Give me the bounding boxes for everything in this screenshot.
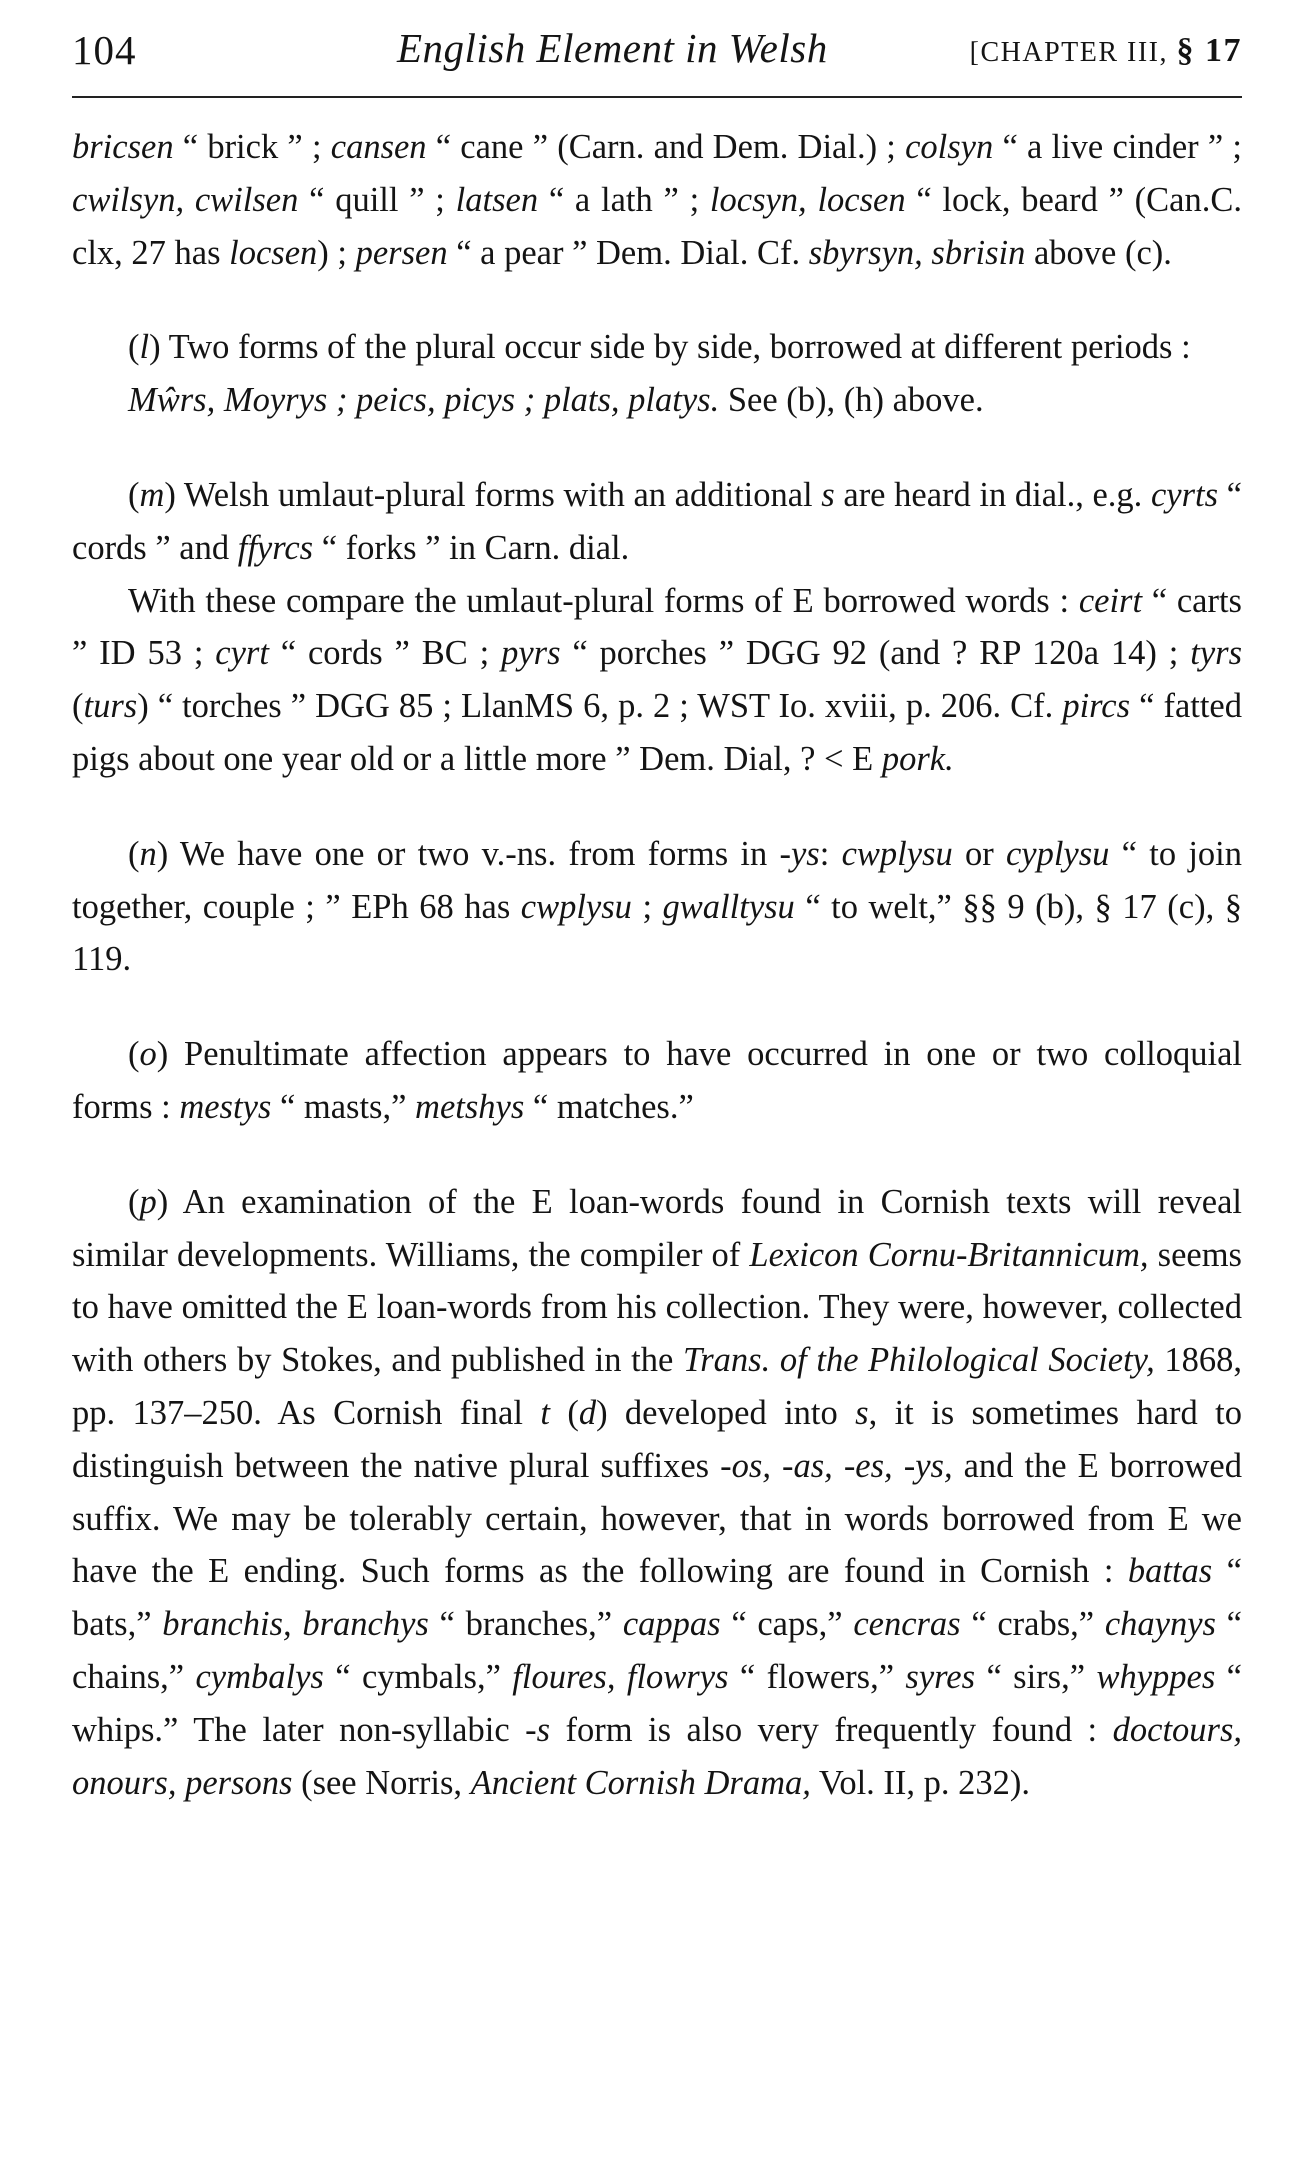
italic-text-run: whyppes <box>1096 1657 1216 1696</box>
text-run: ( <box>128 1182 140 1221</box>
text-run: or <box>952 834 1006 873</box>
italic-text-run: mestys <box>179 1087 272 1126</box>
text-run: ( <box>128 1035 140 1074</box>
text-run: “ carts ” ID 53 ; <box>72 581 1242 673</box>
italic-text-run: -ys <box>779 834 820 873</box>
italic-text-run: persen <box>355 233 448 272</box>
book-page <box>72 0 1242 2182</box>
paragraph-p <box>72 1176 1242 1810</box>
text-run: “ a live cinder ” ; <box>993 128 1242 166</box>
text-run: With these compare the umlaut-plural forms of E borrowed words : <box>128 581 1079 620</box>
italic-text-run: branchis, branchys <box>162 1605 429 1644</box>
italic-text-run: -os, -as, -es, -ys, <box>720 1446 953 1485</box>
text-run: ( <box>549 1393 579 1432</box>
italic-text-run: cappas <box>622 1605 721 1644</box>
paragraph-k-continuation <box>72 121 1242 279</box>
text-run: “ chains,” <box>72 1605 1242 1696</box>
italic-text-run: d <box>578 1393 597 1432</box>
text-run: “ cords ” and <box>72 475 1242 567</box>
text-run: ( <box>128 834 140 873</box>
italic-text-run: cymbalys <box>195 1657 324 1696</box>
text-run: “ porches ” DGG 92 (and ? RP 120a 14) ; <box>560 634 1191 673</box>
text-run: Vol. II, p. 232). <box>810 1763 1031 1802</box>
italic-text-run: battas <box>1127 1552 1213 1591</box>
text-run: ( <box>72 687 84 726</box>
italic-text-run: t <box>540 1393 550 1432</box>
italic-text-run: doctours, onours, persons <box>72 1710 1242 1802</box>
italic-text-run: turs <box>83 687 138 726</box>
chapter-section-reference <box>970 32 1242 70</box>
italic-text-run: cwplysu <box>841 834 953 873</box>
paragraph-l-examples <box>72 374 1242 427</box>
italic-text-run: colsyn <box>905 128 994 166</box>
text-run: “ to welt,” §§ 9 (b), § 17 (c), § 119. <box>72 887 1242 979</box>
text-run: ( <box>128 328 140 367</box>
italic-text-run: s <box>855 1393 869 1432</box>
text-run: “ cane ” (Carn. and Dem. Dial.) ; <box>426 128 906 166</box>
italic-text-run: locsyn, locsen <box>709 180 906 219</box>
text-run: ) developed into <box>596 1393 856 1432</box>
text-run: ( <box>128 475 140 514</box>
italic-text-run: floures, flowrys <box>512 1657 729 1696</box>
italic-text-run: tyrs <box>1190 634 1242 673</box>
text-run: , it is sometimes hard to distinguish between the native plural suffixes <box>72 1393 1242 1485</box>
italic-text-run: cansen <box>330 128 427 166</box>
italic-text-run: Mŵrs, Moyrys ; peics, picys ; plats, platys. <box>128 381 720 420</box>
paragraph-l <box>72 321 1242 374</box>
text-run: ) ; <box>317 233 356 272</box>
italic-text-run: sbyrsyn, sbrisin <box>808 233 1026 272</box>
italic-text-run: Ancient Cornish Drama, <box>470 1763 811 1802</box>
text-run: : <box>819 834 842 873</box>
text-run: “ lock, beard ” (Can.C. clx, 27 has <box>72 180 1242 272</box>
italic-text-run: cyrt <box>215 634 269 673</box>
text-run: “ brick ” ; <box>173 128 331 166</box>
page-number: 104 <box>72 27 137 73</box>
italic-text-run: chaynys <box>1104 1605 1216 1644</box>
text-run: ) An examination of the E loan-words found in Cornish texts will reveal similar developments. Williams, the compiler of <box>72 1182 1242 1274</box>
text-run: ) Two forms of the plural occur side by side, borrowed at different periods : <box>149 328 1191 367</box>
running-header <box>72 22 1242 82</box>
running-title: English Element in Welsh <box>397 25 828 71</box>
text-run: “ bats,” <box>72 1552 1242 1644</box>
italic-text-run: ceirt <box>1078 581 1143 620</box>
section-label: § 17 <box>1176 32 1242 69</box>
italic-text-run: m <box>139 475 165 514</box>
italic-text-run: cyplysu <box>1005 834 1110 873</box>
italic-text-run: locsen <box>229 233 318 272</box>
italic-text-run: -s <box>525 1710 551 1749</box>
text-run: “ masts,” <box>271 1087 416 1126</box>
text-run: “ to join together, couple ; ” EPh 68 has <box>72 834 1242 926</box>
italic-text-run: syres <box>905 1657 976 1696</box>
italic-text-run: pircs <box>1062 687 1131 726</box>
text-run: “ quill ” ; <box>298 180 456 219</box>
italic-text-run: n <box>139 834 157 873</box>
text-run: form is also very frequently found : <box>550 1710 1113 1749</box>
italic-text-run: metshys <box>415 1087 525 1126</box>
paragraph-m-continuation <box>72 575 1242 786</box>
text-run: “ matches.” <box>524 1087 694 1126</box>
chapter-label: [CHAPTER III, <box>969 37 1168 68</box>
paragraph-m <box>72 469 1242 575</box>
paragraph-o <box>72 1028 1242 1134</box>
body-text <box>72 121 1242 1809</box>
italic-text-run: l <box>139 328 150 367</box>
italic-text-run: cyrts <box>1150 475 1219 514</box>
text-run: “ sirs,” <box>975 1657 1097 1696</box>
italic-text-run: pork. <box>881 739 954 778</box>
text-run: “ crabs,” <box>960 1605 1105 1644</box>
text-run: “ forks ” in Carn. dial. <box>313 528 630 567</box>
paragraph-n <box>72 828 1242 986</box>
text-run: “ a pear ” Dem. Dial. Cf. <box>447 233 809 272</box>
text-run: seems to have omitted the E loan-words from his collection. They were, however, collected with others by Stokes, and published in the <box>72 1235 1242 1380</box>
text-run: “ flowers,” <box>728 1657 906 1696</box>
text-run: ; <box>631 887 663 926</box>
italic-text-run: s <box>821 475 835 514</box>
text-run: “ cords ” BC ; <box>268 634 502 673</box>
text-run: are heard in dial., e.g. <box>834 475 1151 514</box>
text-run: and the E borrowed suffix. We may be tolerably certain, however, that in words borrowed from E we have the E ending. Such forms as the following are found in Cornish : <box>72 1446 1242 1591</box>
italic-text-run: cwplysu <box>520 887 632 926</box>
text-run: ) Welsh umlaut-plural forms with an additional <box>164 475 822 514</box>
text-run: ) We have one or two v.-ns. from forms in <box>156 834 780 873</box>
text-run: (see Norris, <box>292 1763 471 1802</box>
text-run: See (b), (h) above. <box>719 381 984 420</box>
text-run: “ a lath ” ; <box>538 180 710 219</box>
text-run: 1868, pp. 137–250. As Cornish final <box>72 1341 1242 1432</box>
italic-text-run: latsen <box>455 180 539 219</box>
text-run: “ branches,” <box>428 1605 623 1644</box>
italic-text-run: bricsen <box>72 128 174 166</box>
italic-text-run: p <box>139 1182 157 1221</box>
header-rule <box>72 96 1242 98</box>
italic-text-run: pyrs <box>501 634 561 673</box>
text-run: “ cymbals,” <box>323 1657 513 1696</box>
text-run: above (c). <box>1025 233 1172 272</box>
text-run: “ fatted pigs about one year old or a little more ” Dem. Dial, ? < E <box>72 687 1242 778</box>
text-run: “ caps,” <box>720 1605 854 1644</box>
italic-text-run: o <box>139 1035 157 1074</box>
italic-text-run: ffyrcs <box>237 528 314 567</box>
italic-text-run: cencras <box>853 1605 961 1644</box>
text-run: “ whips.” The later non-syllabic <box>72 1657 1242 1749</box>
text-run: ) “ torches ” DGG 85 ; LlanMS 6, p. 2 ; WST Io. xviii, p. 206. Cf. <box>137 687 1063 726</box>
italic-text-run: Trans. of the Philological Society, <box>682 1341 1155 1380</box>
text-run: ) Penultimate affection appears to have occurred in one or two colloquial forms : <box>72 1035 1242 1126</box>
italic-text-run: Lexicon Cornu-Britannicum, <box>749 1235 1149 1274</box>
italic-text-run: gwalltysu <box>662 887 795 926</box>
italic-text-run: cwilsyn, cwilsen <box>72 180 299 219</box>
